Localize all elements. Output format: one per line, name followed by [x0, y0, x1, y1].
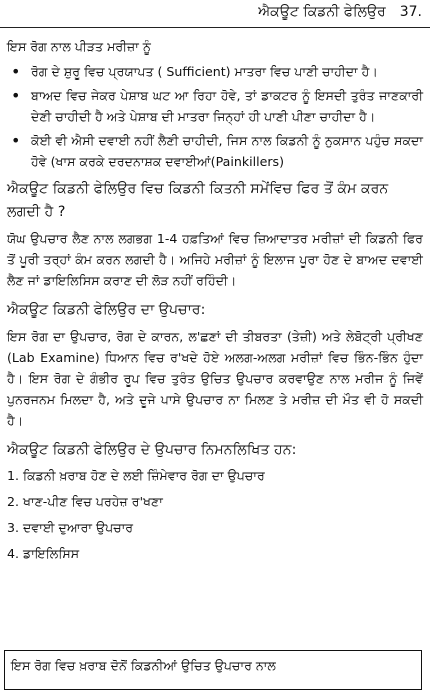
page-number: 37.: [399, 4, 422, 20]
header-title: ਐਕਊਟ ਕਿਡਨੀ ਫੇਲਿਉਰ: [258, 4, 386, 20]
section-heading-recovery: ਐਕਊਟ ਕਿਡਨੀ ਫੇਲਿਉਰ ਵਿਚ ਕਿਡਨੀ ਕਿਤਨੀ ਸਮੇਂਵਿਚ ਫਿਰ ਤੋਂ ਕੰਮ ਕਰਨ ਲਗਦੀ ਹੈ ?: [7, 181, 389, 220]
advice-list: [7, 61, 423, 172]
boxed-note: ਇਸ ਰੋਗ ਵਿਚ ਖ਼ਰਾਬ ਦੋਨੋਂ ਕਿਡਨੀਆਂ ਉਚਿਤ ਉਪਚਾਰ ਨਾਲ: [4, 650, 422, 690]
treatment-list: [7, 466, 423, 564]
advice-item: • ਕੋਈ ਵੀ ਐਸੀ ਦਵਾਈ ਨਹੀਂ ਲੈਣੀ ਚਾਹੀਦੀ, ਜਿਸ ਨਾਲ ਕਿਡਨੀ ਨੂੰ ਨੁਕਸਾਨ ਪਹੁੰਚ ਸਕਦਾ ਹੋਵੇ (ਖਾਸ ਕਰਕੇ ਦਰਦਨਾਸ਼ਕ ਦਵਾਈਆਂ(Painkillers): [7, 130, 423, 172]
section-heading-treatment: ਐਕਊਟ ਕਿਡਨੀ ਫੇਲਿਉਰ ਦਾ ਉਪਚਾਰ:: [7, 302, 206, 318]
treatment-item: 3. ਦਵਾਈ ਦੁਆਰਾ ਉਪਚਾਰ: [7, 520, 134, 535]
recovery-paragraph: ਯੋਘ ਉਪਚਾਰ ਲੈਣ ਨਾਲ ਲਗਭਗ 1-4 ਹਫ਼ਤਿਆਂ ਵਿਚ ਜ਼ਿਆਦਾਤਰ ਮਰੀਜ਼ਾਂ ਦੀ ਕਿਡਨੀ ਫਿਰ ਤੋਂ ਪੂਰੀ ਤਰ੍ਹਾਂ ਕੰਮ ਕਰਨ ਲਗਦੀ ਹੈ। ਅਜਿਹੇ ਮਰੀਜ਼ਾਂ ਨੂੰ ਇਲਾਜ ਪੂਰਾ ਹੋਣ ਦੇ ਬਾਅਦ ਦਵਾਈ ਲੈਣ ਜਾਂ ਡਾਇਲਿਸਿਸ ਕਰਾਣ ਦੀ ਲੋੜ ਨਹੀਂ ਰਹਿੰਦੀ।: [7, 231, 423, 288]
advice-item: • ਬਾਅਦ ਵਿਚ ਜੇਕਰ ਪੇਸ਼ਾਬ ਘਟ ਆ ਰਿਹਾ ਹੋਵੇ, ਤਾਂ ਡਾਕਟਰ ਨੂੰ ਇਸਦੀ ਤੁਰੰਤ ਜਾਣਕਾਰੀ ਦੇਣੀ ਚਾਹੀਦੀ ਹੈ ਅਤੇ ਪੇਸ਼ਾਬ ਦੀ ਮਾਤਰਾ ਜਿਨ੍ਹਾਂ ਹੀ ਪਾਣੀ ਪੀਣਾ ਚਾਹੀਦਾ ਹੈ।: [7, 85, 423, 127]
section-heading-treatment-list: ਐਕਊਟ ਕਿਡਨੀ ਫੇਲਿਉਰ ਦੇ ਉਪਚਾਰ ਨਿਮਨਲਿਖਿਤ ਹਨ:: [7, 442, 297, 458]
page-content: [7, 36, 423, 570]
header-rule: [0, 27, 430, 28]
treatment-paragraph: ਇਸ ਰੋਗ ਦਾ ਉਪਚਾਰ, ਰੋਗ ਦੇ ਕਾਰਨ, ਲ'ਛਣਾਂ ਦੀ ਤੀਬਰਤਾ (ਤੇਜ਼ੀ) ਅਤੇ ਲੇਬੋਟ੍ਰੀ ਪ੍ਰੀਖਣ (Lab Examine) ਧਿਆਨ ਵਿਚ ਰ'ਖਦੇ ਹੋਏ ਅਲਗ-ਅਲਗ ਮਰੀਜ਼ਾਂ ਵਿਚ ਭਿੰਨ-ਭਿੰਨ ਹੁੰਦਾ ਹੈ। ਇਸ ਰੋਗ ਦੇ ਗੰਭੀਰ ਰੂਪ ਵਿਚ ਤੁਰੰਤ ਉਚਿਤ ਉਪਚਾਰ ਕਰਵਾਉਣ ਨਾਲ ਮਰੀਜ ਨੂੰ ਜਿਵੇਂ ਪੁਨਰਜਨਮ ਮਿਲਦਾ ਹੈ, ਅਤੇ ਦੂਜੇ ਪਾਸੇ ਉਪਚਾਰ ਨਾ ਮਿਲਣ ਤੇ ਮਰੀਜ਼ ਦੀ ਮੌਤ ਵੀ ਹੋ ਸਕਦੀ ਹੈ।: [7, 329, 423, 428]
intro-line: ਇਸ ਰੋਗ ਨਾਲ ਪੀੜਤ ਮਰੀਜ਼ਾ ਨੂੰ: [7, 39, 151, 54]
treatment-item: 4. ਡਾਇਲਿਸਿਸ: [7, 546, 80, 561]
treatment-item: 2. ਖਾਣ-ਪੀਣ ਵਿਚ ਪਰਹੇਜ਼ ਰ'ਖਣਾ: [7, 494, 163, 509]
running-header: [258, 4, 422, 20]
advice-item: • ਰੋਗ ਦੇ ਸ਼ੁਰੂ ਵਿਚ ਪ੍ਰਯਾਪਤ ( Sufficient) ਮਾਤਰਾ ਵਿਚ ਪਾਣੀ ਚਾਹੀਦਾ ਹੈ।: [7, 61, 423, 82]
treatment-item: 1. ਕਿਡਨੀ ਖ਼ਰਾਬ ਹੋਣ ਦੇ ਲਈ ਜ਼ਿੰਮੇਵਾਰ ਰੋਗ ਦਾ ਉਪਚਾਰ: [7, 468, 265, 483]
